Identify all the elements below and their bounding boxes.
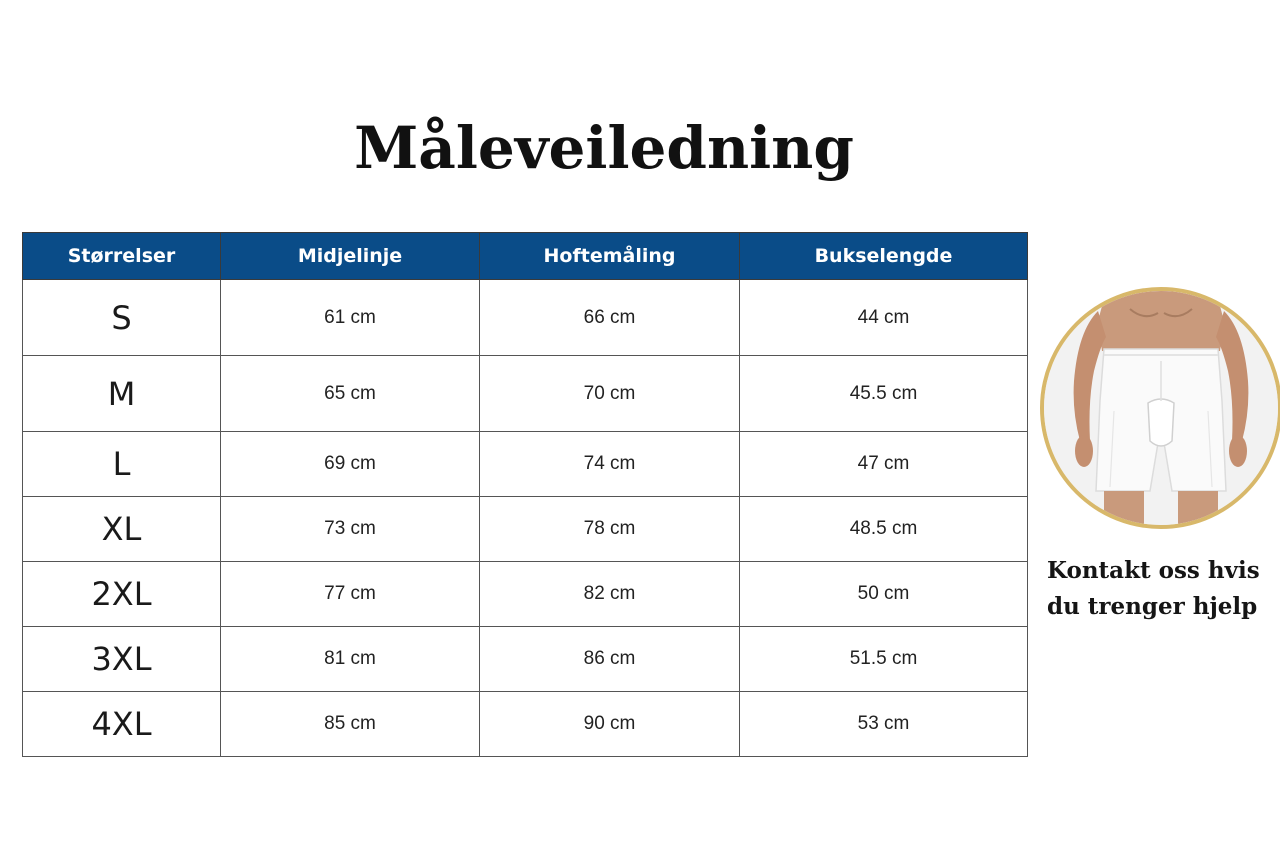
waist-cell: 73 cm [221, 497, 480, 562]
size-cell: XL [23, 497, 221, 562]
table-row [23, 356, 1028, 432]
table-row [23, 627, 1028, 692]
size-cell: 4XL [23, 692, 221, 757]
size-chart-table [22, 232, 1028, 757]
product-photo [1040, 287, 1280, 529]
length-cell: 51.5 cm [740, 627, 1028, 692]
waist-cell: 69 cm [221, 432, 480, 497]
hip-cell: 82 cm [480, 562, 740, 627]
length-cell: 53 cm [740, 692, 1028, 757]
table-row [23, 562, 1028, 627]
length-cell: 45.5 cm [740, 356, 1028, 432]
hip-cell: 78 cm [480, 497, 740, 562]
waist-cell: 65 cm [221, 356, 480, 432]
help-line-1: Kontakt oss hvis [1047, 557, 1260, 584]
header-length: Bukselengde [740, 233, 1028, 280]
hip-cell: 70 cm [480, 356, 740, 432]
hip-cell: 90 cm [480, 692, 740, 757]
shapewear-shorts-model-icon [1044, 291, 1278, 525]
length-cell: 47 cm [740, 432, 1028, 497]
hip-cell: 74 cm [480, 432, 740, 497]
page-title: Måleveiledning [354, 114, 854, 182]
size-cell: 3XL [23, 627, 221, 692]
table-row [23, 432, 1028, 497]
help-line-2: du trenger hjelp [1047, 593, 1258, 620]
length-cell: 50 cm [740, 562, 1028, 627]
hip-cell: 66 cm [480, 280, 740, 356]
table-row [23, 497, 1028, 562]
waist-cell: 61 cm [221, 280, 480, 356]
contact-help-text [1047, 553, 1277, 625]
length-cell: 48.5 cm [740, 497, 1028, 562]
table-row [23, 692, 1028, 757]
waist-cell: 85 cm [221, 692, 480, 757]
table-header-row [23, 233, 1028, 280]
header-size: Størrelser [23, 233, 221, 280]
size-cell: 2XL [23, 562, 221, 627]
length-cell: 44 cm [740, 280, 1028, 356]
header-waist: Midjelinje [221, 233, 480, 280]
size-cell: L [23, 432, 221, 497]
size-cell: S [23, 280, 221, 356]
waist-cell: 81 cm [221, 627, 480, 692]
hip-cell: 86 cm [480, 627, 740, 692]
table-row [23, 280, 1028, 356]
size-cell: M [23, 356, 221, 432]
waist-cell: 77 cm [221, 562, 480, 627]
header-hip: Hoftemåling [480, 233, 740, 280]
